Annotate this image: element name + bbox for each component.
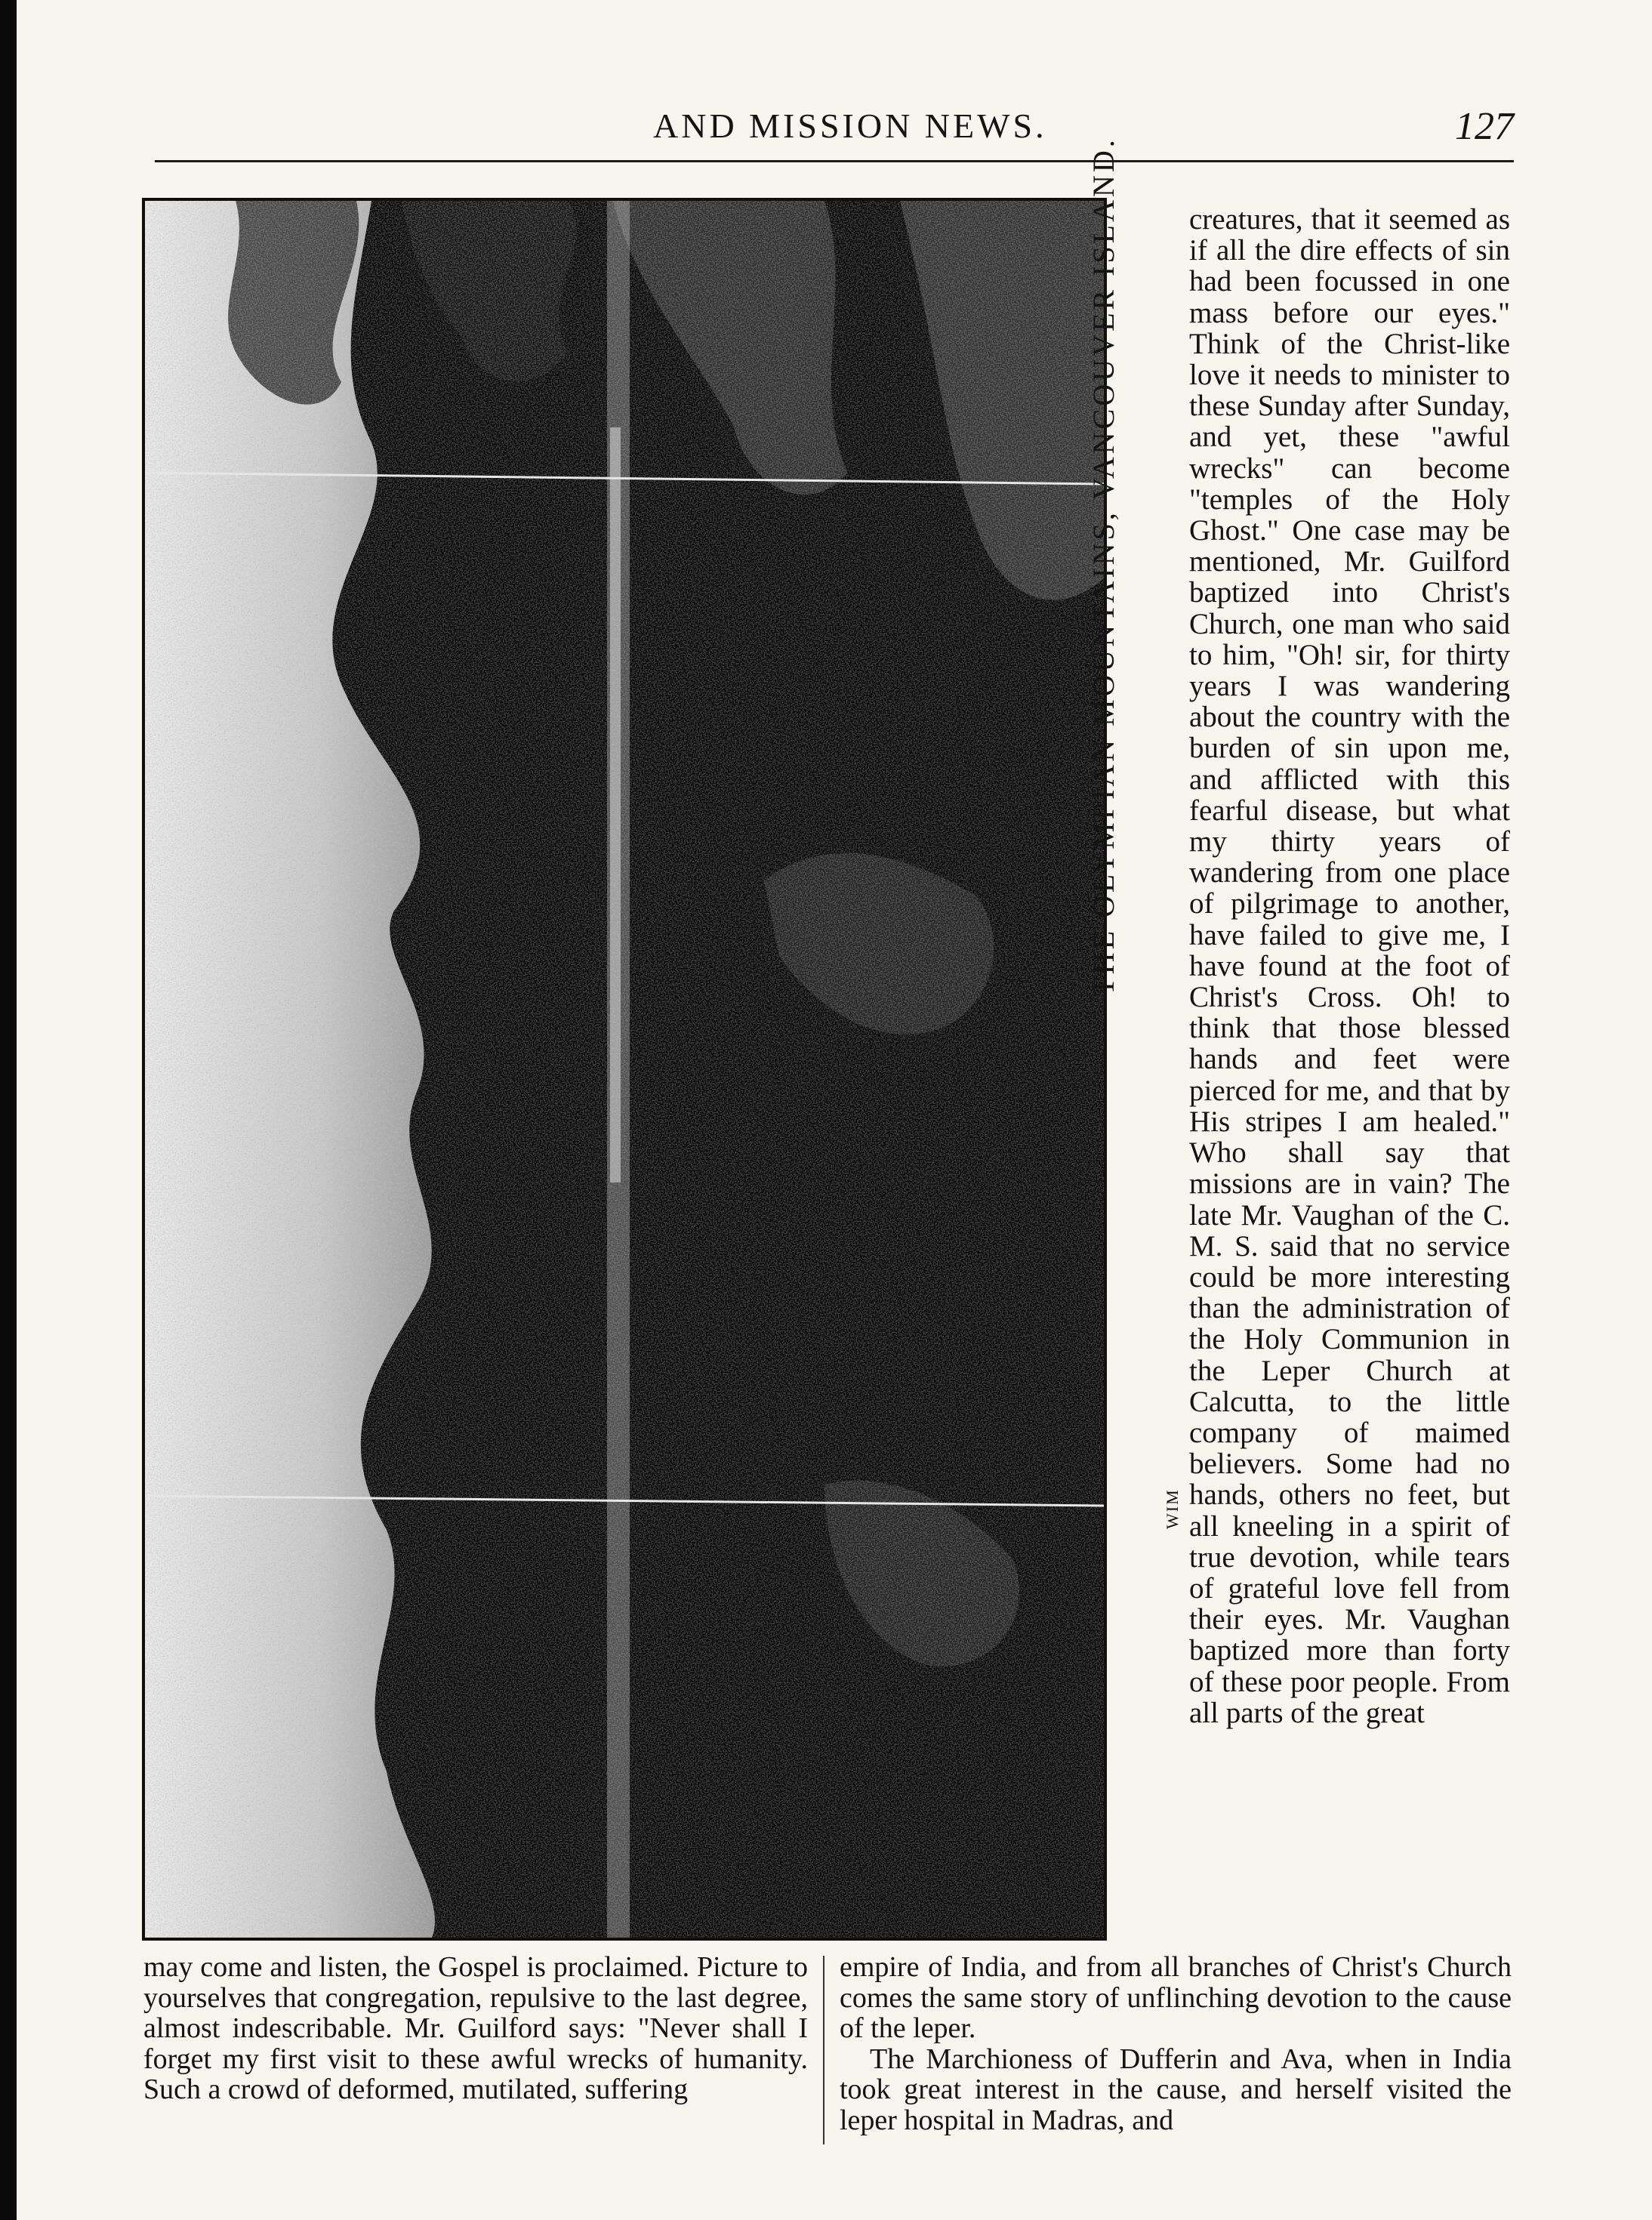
page-edge-shadow — [0, 0, 17, 2220]
column-divider — [823, 1956, 824, 2144]
bottom-right-paragraph-1: empire of India, and from all branches of Christ's Church comes the same story of unflinching devotion to the cause of the leper. — [840, 1951, 1512, 2044]
illustration-svg — [145, 201, 1104, 1938]
bottom-left-column — [143, 1952, 808, 2105]
side-column-paragraph: creatures, that it seemed as if all the dire effects of sin had been focussed in one mass before our eyes." Think of the Christ-like love it needs to minister to these Sunday after Sunday, and yet, these "awful wrecks" can become "temples of the Holy Ghost." One case may be mentioned, Mr. Guilford baptized into Christ's Church, one man who said to him, "Oh! sir, for thirty years I was wandering about the country with the burden of sin upon me, and afflicted with this fearful disease, but what my thirty years of wandering from one place of pilgrimage to another, have failed to give me, I have found at the foot of Christ's Cross. Oh! to think that those blessed hands and feet were pierced for me, and that by His stripes I am healed." Who shall say that missions are in vain? The late Mr. Vaughan of the C. M. S. said that no service could be more interesting than the administration of the Holy Communion in the Leper Church at Calcutta, to the little company of maimed believers. Some had no hands, others no feet, but all kneeling in a spirit of true devotion, while tears of grateful love fell from their eyes. Mr. Vaughan baptized more than forty of these poor people. From all parts of the great — [1189, 203, 1510, 1729]
header-rule — [155, 160, 1514, 162]
mountain-illustration — [142, 198, 1107, 1941]
bottom-left-paragraph: may come and listen, the Gospel is proclaimed. Picture to yourselves that congregation, repulsive to the last degree, almost indescribable. Mr. Guilford says: "Never shall I forget my first visit to these awful wrecks of humanity. Such a crowd of deformed, mutilated, suffering — [143, 1951, 808, 2105]
side-column-text — [1189, 204, 1510, 1728]
illustration-caption: THE OLYMPIAN MOUNTAINS, VANCOUVER ISLAND. — [1086, 137, 1120, 996]
running-head: AND MISSION NEWS. — [653, 106, 1047, 145]
bottom-right-column — [840, 1952, 1512, 2135]
page-number: 127 — [1455, 105, 1514, 148]
bottom-right-paragraph-2: The Marchioness of Dufferin and Ava, when in India took great interest in the cause, and herself visited the leper hospital in Madras, and — [840, 2043, 1512, 2136]
illustration-credit: WIM — [1163, 1488, 1182, 1529]
